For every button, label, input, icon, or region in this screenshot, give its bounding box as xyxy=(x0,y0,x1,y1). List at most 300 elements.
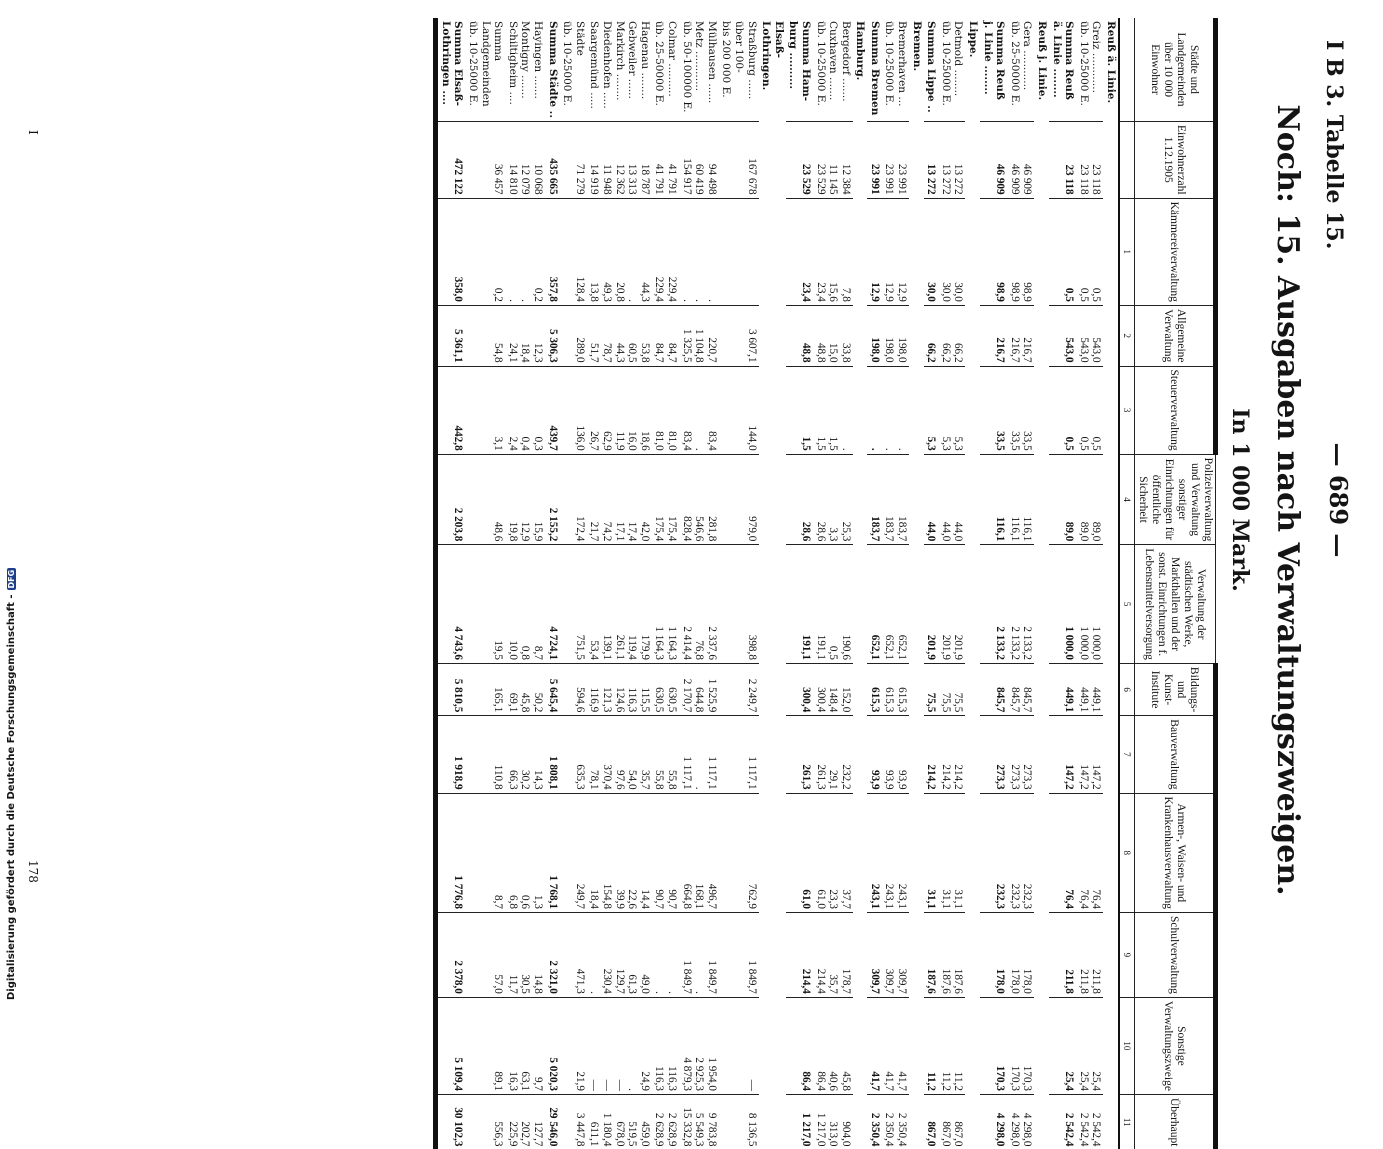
column-number-row xyxy=(1119,18,1135,1149)
value-cell: 44,0 44,0 xyxy=(938,454,965,545)
population-cell: 13 272 13 272 xyxy=(938,121,965,198)
value-cell: 459,0 519,5 678,0 1 180,4 611,1 xyxy=(587,1094,652,1149)
value-cell: 0,2 . . xyxy=(505,198,545,305)
value-cell: 183,7 183,7 xyxy=(882,454,909,545)
table-row xyxy=(813,18,853,1149)
value-cell: 8,7 0,8 10,0 xyxy=(505,545,545,664)
section-heading: Bremen. xyxy=(910,21,923,72)
value-cell: 9 783,8 5 549,3 15 332,8 xyxy=(679,1094,719,1149)
population-cell: 472 122 xyxy=(436,121,466,198)
value-cell: 904,0 313,0 1 217,0 xyxy=(813,1094,853,1149)
value-cell: 30,0 xyxy=(924,198,939,305)
value-cell: 273,3 273,3 xyxy=(1007,716,1034,793)
value-cell: 289,0 xyxy=(560,305,587,366)
value-cell: 867,0 867,0 xyxy=(938,1094,965,1149)
value-cell: 1 776,8 xyxy=(436,793,466,912)
population-cell: 46 909 46 909 xyxy=(1007,121,1034,198)
row-label: Summa Bremen xyxy=(868,21,881,116)
section-heading-row xyxy=(965,18,980,1149)
value-cell: 3,1 xyxy=(466,366,506,454)
summary-row xyxy=(867,18,882,1149)
value-cell: 232,3 232,3 xyxy=(1007,793,1034,912)
population-cell: 41 791 41 791 xyxy=(652,121,679,198)
value-cell: 76,4 xyxy=(1049,793,1076,912)
value-cell: 89,1 xyxy=(466,997,506,1094)
value-cell: 144,0 xyxy=(719,366,759,454)
page-code: 178 xyxy=(26,860,40,883)
value-cell: 116,1 xyxy=(980,454,1007,545)
value-cell: — xyxy=(719,997,759,1094)
value-cell: 229,4 229,4 xyxy=(652,198,679,305)
value-cell: 2 350,4 xyxy=(867,1094,882,1149)
table-row xyxy=(505,18,545,1149)
value-cell: 49,0 61,3 129,7 230,4 . xyxy=(587,912,652,997)
col-head-1: Kämmereiverwaltung xyxy=(1135,198,1216,305)
col-number: 6 xyxy=(1119,663,1135,715)
table-row xyxy=(652,18,679,1149)
value-cell: 211,8 211,8 xyxy=(1076,912,1103,997)
value-cell: . 1,5 1,5 xyxy=(813,366,853,454)
value-cell: 165,1 xyxy=(466,663,506,715)
col-head-9: Schulverwaltung xyxy=(1135,912,1216,997)
value-cell: 5 645,4 xyxy=(545,663,560,715)
value-cell: 243,1 xyxy=(867,793,882,912)
value-cell: 5,3 5,3 xyxy=(938,366,965,454)
summary-row xyxy=(1049,18,1076,1149)
value-cell: 115,5 116,3 124,6 121,3 116,9 xyxy=(587,663,652,715)
value-cell: 2 155,2 xyxy=(545,454,560,545)
row-label: Summa Lippe .. xyxy=(925,21,938,113)
value-cell: 93,9 93,9 xyxy=(882,716,909,793)
col-head-stub: Städte und Landgemeinden über 10 000 Einwohner xyxy=(1135,18,1216,121)
col-number: 11 xyxy=(1119,1094,1135,1149)
value-cell: 261,3 xyxy=(786,716,813,793)
value-cell: 2 133,2 xyxy=(980,545,1007,664)
value-cell: 33,5 33,5 xyxy=(1007,366,1034,454)
row-label: Bergedorf ....... Cuxhaven ....... üb. 10-25000 E. xyxy=(814,21,852,106)
col-head-6: Bildungs- und Kunst-Institute xyxy=(1135,663,1216,715)
expenditure-table xyxy=(433,18,1218,1149)
value-cell: 398,8 xyxy=(719,545,759,664)
value-cell: 243,1 243,1 xyxy=(882,793,909,912)
col-number: 4 xyxy=(1119,454,1135,545)
value-cell xyxy=(719,198,759,305)
value-cell: 232,3 xyxy=(980,793,1007,912)
value-cell: 1 525,9 644,8 2 170,7 xyxy=(679,663,719,715)
value-cell: 3 447,8 xyxy=(560,1094,587,1149)
summary-row xyxy=(436,18,466,1149)
value-cell: 54,8 xyxy=(466,305,506,366)
value-cell: 14,4 22,6 39,9 154,8 18,4 xyxy=(587,793,652,912)
value-cell: 18,6 16,0 11,9 62,9 26,7 xyxy=(587,366,652,454)
value-cell: 190,6 0,5 191,1 xyxy=(813,545,853,664)
value-cell: 2 378,0 xyxy=(436,912,466,997)
value-cell: 179,9 119,4 261,1 139,1 53,4 xyxy=(587,545,652,664)
value-cell: 300,4 xyxy=(786,663,813,715)
section-heading-row xyxy=(759,18,786,1149)
col-head-3: Steuerverwaltung xyxy=(1135,366,1216,454)
value-cell: 8,7 xyxy=(466,793,506,912)
value-cell: 8 136,5 xyxy=(719,1094,759,1149)
value-cell: 116,1 116,1 xyxy=(1007,454,1034,545)
value-cell: 1 000,0 xyxy=(1049,545,1076,664)
value-cell: 147,2 147,2 xyxy=(1076,716,1103,793)
value-cell: 83,4 . 83,4 xyxy=(679,366,719,454)
value-cell: 33,8 15,0 48,8 xyxy=(813,305,853,366)
value-cell: 187,6 xyxy=(924,912,939,997)
summary-row xyxy=(924,18,939,1149)
row-label: Greiz ............ üb. 10-25000 E. xyxy=(1077,21,1103,106)
value-cell: 66,2 66,2 xyxy=(938,305,965,366)
value-cell: 5 109,4 xyxy=(436,997,466,1094)
value-cell: 845,7 845,7 xyxy=(1007,663,1034,715)
value-cell: 61,0 xyxy=(786,793,813,912)
section-heading-row xyxy=(909,18,924,1149)
col-head-2: Allgemeine Verwaltung xyxy=(1135,305,1216,366)
value-cell: 187,6 187,6 xyxy=(938,912,965,997)
value-cell: 84,7 84,7 xyxy=(652,305,679,366)
population-cell: 12 384 11 145 23 529 xyxy=(813,121,853,198)
page-header-left: I B 3. Tabelle 15. xyxy=(1321,40,1347,250)
section-heading: Reuß ä. Linie. xyxy=(1105,21,1117,104)
unit-subtitle: In 1 000 Mark. xyxy=(1227,408,1253,592)
value-cell: 214,4 xyxy=(786,912,813,997)
value-cell: 90,7 90,7 xyxy=(652,793,679,912)
population-cell: 36 457 xyxy=(466,121,506,198)
value-cell: 496,7 168,1 664,8 xyxy=(679,793,719,912)
value-cell: 30,0 30,0 xyxy=(938,198,965,305)
population-cell: 10 068 12 079 14 810 xyxy=(505,121,545,198)
row-label: Hayingen ....... Montigny ....... Schiltigheim .... xyxy=(506,21,545,105)
value-cell: 25,4 xyxy=(1049,997,1076,1094)
value-cell: . . . xyxy=(679,198,719,305)
population-cell: 23 991 xyxy=(867,121,882,198)
value-cell: . xyxy=(867,366,882,454)
value-cell: 0,2 xyxy=(466,198,506,305)
value-cell: 615,3 615,3 xyxy=(882,663,909,715)
population-cell: 23 118 23 118 xyxy=(1076,121,1103,198)
value-cell: 44,0 xyxy=(924,454,939,545)
section-heading-row xyxy=(853,18,868,1149)
value-cell: 11,2 11,2 xyxy=(938,997,965,1094)
value-cell: 2 133,2 2 133,2 xyxy=(1007,545,1034,664)
value-cell: 543,0 xyxy=(1049,305,1076,366)
table-row xyxy=(882,18,909,1149)
value-cell: 29 546,0 xyxy=(545,1094,560,1149)
value-cell: 175,4 175,4 xyxy=(652,454,679,545)
value-cell: 1 117,1 . 1 117,1 xyxy=(679,716,719,793)
col-head-8: Armen-, Waisen- und Krankenhausverwaltung xyxy=(1135,793,1216,912)
value-cell: 594,6 xyxy=(560,663,587,715)
value-cell: 191,1 xyxy=(786,545,813,664)
value-cell: 1 808,1 xyxy=(545,716,560,793)
population-cell: 18 787 13 313 12 362 11 948 14 919 xyxy=(587,121,652,198)
value-cell: 751,5 xyxy=(560,545,587,664)
value-cell: 98,9 xyxy=(980,198,1007,305)
value-cell: 21,9 xyxy=(560,997,587,1094)
value-cell: 2 542,4 xyxy=(1049,1094,1076,1149)
table-row xyxy=(560,18,587,1149)
value-cell: 5 306,3 xyxy=(545,305,560,366)
col-head-4: Polizeiverwaltung und Verwaltung sonstiger Einrichtungen für öffentliche Sicherheit xyxy=(1135,454,1216,545)
value-cell: 543,0 543,0 xyxy=(1076,305,1103,366)
value-cell: 216,7 216,7 xyxy=(1007,305,1034,366)
value-cell: 615,3 xyxy=(867,663,882,715)
value-cell: 136,0 xyxy=(560,366,587,454)
value-cell: 25,4 25,4 xyxy=(1076,997,1103,1094)
value-cell: 201,9 xyxy=(924,545,939,664)
value-cell: 19,5 xyxy=(466,545,506,664)
dfg-logo-icon: DFG xyxy=(6,569,16,589)
value-cell: 116,3 116,3 xyxy=(652,997,679,1094)
value-cell: 31,1 31,1 xyxy=(938,793,965,912)
section-heading: Hamburg. xyxy=(854,21,867,81)
population-cell: 94 498 60 419 154 917 xyxy=(679,121,719,198)
value-cell: 170,3 xyxy=(980,997,1007,1094)
value-cell: 979,0 xyxy=(719,454,759,545)
population-cell: 167 678 xyxy=(719,121,759,198)
value-cell: 2 350,4 2 350,4 xyxy=(882,1094,909,1149)
col-number: 8 xyxy=(1119,793,1135,912)
value-cell: 281,8 546,6 828,4 xyxy=(679,454,719,545)
col-number: 10 xyxy=(1119,997,1135,1094)
table-header xyxy=(1119,18,1216,1149)
value-cell: 357,8 xyxy=(545,198,560,305)
row-label: Gera ............ üb. 25-50000 E. xyxy=(1008,21,1034,106)
population-cell: 23 529 xyxy=(786,121,813,198)
value-cell: 5 810,5 xyxy=(436,663,466,715)
value-cell: 89,0 89,0 xyxy=(1076,454,1103,545)
table-row xyxy=(938,18,965,1149)
value-cell: 15,9 12,9 19,8 xyxy=(505,454,545,545)
value-cell: 214,2 214,2 xyxy=(938,716,965,793)
value-cell: 2 542,4 2 542,4 xyxy=(1076,1094,1103,1149)
table-body xyxy=(436,18,1119,1149)
value-cell: 30 102,3 xyxy=(436,1094,466,1149)
value-cell: 2 321,0 xyxy=(545,912,560,997)
value-cell: 471,3 xyxy=(560,912,587,997)
value-cell: 9,7 63,1 16,3 xyxy=(505,997,545,1094)
value-cell: 35,7 54,0 97,6 370,4 78,1 xyxy=(587,716,652,793)
col-head-10: Sonstige Verwaltungszweige xyxy=(1135,997,1216,1094)
value-cell: 128,4 xyxy=(560,198,587,305)
value-cell: 170,3 170,3 xyxy=(1007,997,1034,1094)
value-cell: 86,4 xyxy=(786,997,813,1094)
value-cell: 81,0 81,0 xyxy=(652,366,679,454)
value-cell: 201,9 201,9 xyxy=(938,545,965,664)
col-head-7: Bauverwaltung xyxy=(1135,716,1216,793)
dfg-digitization-notice xyxy=(3,569,19,1000)
value-cell: 14,8 30,5 11,7 xyxy=(505,912,545,997)
value-cell: 5 361,1 xyxy=(436,305,466,366)
value-cell: 211,8 xyxy=(1049,912,1076,997)
value-cell: 76,4 76,4 xyxy=(1076,793,1103,912)
row-label: Summa Städte .. xyxy=(546,21,559,118)
value-cell: 2 337,6 76,8 2 414,4 xyxy=(679,545,719,664)
row-label: Summa Ham- burg .......... xyxy=(787,21,812,102)
value-cell: 28,6 xyxy=(786,454,813,545)
value-cell: 50,2 45,8 69,1 xyxy=(505,663,545,715)
row-label: Mülhausen ...... Metz ............ üb. 50-100000 E. xyxy=(680,21,718,113)
summary-row xyxy=(786,18,813,1149)
value-cell: 0,5 0,5 xyxy=(1076,198,1103,305)
value-cell: 1 918,9 xyxy=(436,716,466,793)
value-cell: 0,5 xyxy=(1049,198,1076,305)
value-cell: 762,9 xyxy=(719,793,759,912)
row-label: Summa Elsaß- Lothringen .... xyxy=(436,18,466,121)
value-cell: 1 000,0 1 000,0 xyxy=(1076,545,1103,664)
value-cell: . . xyxy=(652,912,679,997)
population-cell: 71 279 xyxy=(560,121,587,198)
section-heading-row xyxy=(1103,18,1119,1149)
row-label: Bremerhaven ... üb. 10-25000 E. xyxy=(883,21,909,107)
value-cell: 220,7 1 104,8 1 325,5 xyxy=(679,305,719,366)
value-cell: 42,0 17,4 17,1 74,2 21,7 xyxy=(587,454,652,545)
value-cell: 48,6 xyxy=(466,454,506,545)
population-cell: 23 118 xyxy=(1049,121,1076,198)
value-cell: 442,8 xyxy=(436,366,466,454)
value-cell: 4 298,0 4 298,0 xyxy=(1007,1094,1034,1149)
value-cell: 23,4 xyxy=(786,198,813,305)
value-cell: 214,2 xyxy=(924,716,939,793)
value-cell: 110,8 xyxy=(466,716,506,793)
value-cell: 178,7 35,7 214,4 xyxy=(813,912,853,997)
value-cell: 1 954,0 2 925,3 4 879,3 xyxy=(679,997,719,1094)
value-cell: 2 203,8 xyxy=(436,454,466,545)
value-cell: 55,8 55,8 xyxy=(652,716,679,793)
row-label: Detmold ........ üb. 10-25000 E. xyxy=(939,21,965,106)
value-cell: 25,3 3,3 28,6 xyxy=(813,454,853,545)
col-number xyxy=(1119,18,1135,121)
value-cell: 98,9 98,9 xyxy=(1007,198,1034,305)
value-cell: 178,0 178,0 xyxy=(1007,912,1034,997)
value-cell: 232,2 29,1 261,3 xyxy=(813,716,853,793)
value-cell: 12,9 12,9 xyxy=(882,198,909,305)
value-cell: 867,0 xyxy=(924,1094,939,1149)
value-cell: 12,3 18,4 24,1 xyxy=(505,305,545,366)
value-cell: 5,3 xyxy=(924,366,939,454)
value-cell: 449,1 449,1 xyxy=(1076,663,1103,715)
value-cell: 358,0 xyxy=(436,198,466,305)
value-cell: 1 849,7 xyxy=(719,912,759,997)
value-cell: 449,1 xyxy=(1049,663,1076,715)
value-cell: 75,5 xyxy=(924,663,939,715)
row-label: Colmar .......... üb. 25-50000 E. xyxy=(653,21,678,106)
table-title: Noch: 15. Ausgaben nach Verwaltungszweigen. xyxy=(1270,104,1305,896)
population-cell: 46 909 xyxy=(980,121,1007,198)
value-cell: 4 743,6 xyxy=(436,545,466,664)
value-cell: 44,3 . 20,8 49,3 13,8 xyxy=(587,198,652,305)
col-head-pop: Einwohnerzahl 1.12.1905 xyxy=(1135,121,1216,198)
table-row xyxy=(1007,18,1034,1149)
value-cell: 172,4 xyxy=(560,454,587,545)
value-cell: 845,7 xyxy=(980,663,1007,715)
value-cell: 1 217,0 xyxy=(786,1094,813,1149)
section-heading: Elsaß- Lothringen. xyxy=(760,21,785,91)
value-cell: 0,3 0,4 2,4 xyxy=(505,366,545,454)
page-number: — 689 — xyxy=(1324,442,1353,558)
sheet-id: I xyxy=(26,130,40,135)
section-heading: Lippe. xyxy=(967,21,980,58)
value-cell: 89,0 xyxy=(1049,454,1076,545)
value-cell: . . xyxy=(882,366,909,454)
row-label: Straßburg ...... über 100- bis 200 000 E. xyxy=(720,21,758,100)
col-number: 2 xyxy=(1119,305,1135,366)
value-cell: 635,3 xyxy=(560,716,587,793)
population-cell: 435 665 xyxy=(545,121,560,198)
value-cell: 198,0 198,0 xyxy=(882,305,909,366)
value-cell: 127,7 202,7 225,9 xyxy=(505,1094,545,1149)
row-label: Summa Reuß j. Linie ........ xyxy=(981,21,1007,100)
value-cell: 273,3 xyxy=(980,716,1007,793)
value-cell: 178,0 xyxy=(980,912,1007,997)
population-cell: 13 272 xyxy=(924,121,939,198)
row-label: Hagenau ........ Gebweiler ...... Markirch ........ Diedenhofen ..... Saargemünd ..... xyxy=(588,21,651,109)
value-cell: 11,2 xyxy=(924,997,939,1094)
summary-row xyxy=(545,18,560,1149)
value-cell: 2 628,9 2 628,9 xyxy=(652,1094,679,1149)
value-cell: 41,7 41,7 xyxy=(882,997,909,1094)
section-heading: Reuß j. Linie. xyxy=(1036,21,1049,101)
value-cell: 652,1 xyxy=(867,545,882,664)
value-cell: 48,8 xyxy=(786,305,813,366)
value-cell: 5 020,3 xyxy=(545,997,560,1094)
value-cell: 4 724,1 xyxy=(545,545,560,664)
value-cell: 147,2 xyxy=(1049,716,1076,793)
value-cell: 41,7 xyxy=(867,997,882,1094)
value-cell: 652,1 652,1 xyxy=(882,545,909,664)
value-cell: 0,5 xyxy=(1049,366,1076,454)
value-cell: 309,7 xyxy=(867,912,882,997)
col-number: 1 xyxy=(1119,198,1135,305)
value-cell: 1 849,7 . 1 849,7 xyxy=(679,912,719,997)
col-number: 7 xyxy=(1119,716,1135,793)
row-label: Städte üb. 10-25000 E. xyxy=(561,21,586,106)
value-cell: 12,9 xyxy=(867,198,882,305)
col-number xyxy=(1119,121,1135,198)
section-heading-row xyxy=(1034,18,1049,1149)
col-number: 3 xyxy=(1119,366,1135,454)
value-cell: 1 164,3 1 164,3 xyxy=(652,545,679,664)
value-cell: 75,5 75,5 xyxy=(938,663,965,715)
value-cell: 37,7 23,3 61,0 xyxy=(813,793,853,912)
value-cell: 24,9 . — — — xyxy=(587,997,652,1094)
value-cell: 14,3 30,2 66,3 xyxy=(505,716,545,793)
table-row xyxy=(587,18,652,1149)
value-cell: 2 249,7 xyxy=(719,663,759,715)
value-cell: 53,8 60,5 44,3 78,7 51,7 xyxy=(587,305,652,366)
value-cell: 0,5 0,5 xyxy=(1076,366,1103,454)
value-cell: 57,0 xyxy=(466,912,506,997)
row-label: Summa Landgemeinden üb. 10-25000 E. xyxy=(467,21,505,107)
value-cell: 183,7 xyxy=(867,454,882,545)
value-cell: 439,7 xyxy=(545,366,560,454)
value-cell: 309,7 309,7 xyxy=(882,912,909,997)
value-cell: 152,0 148,4 300,4 xyxy=(813,663,853,715)
value-cell: 1,5 xyxy=(786,366,813,454)
value-cell: 1 768,1 xyxy=(545,793,560,912)
value-cell: 4 298,0 xyxy=(980,1094,1007,1149)
col-head-11: Überhaupt xyxy=(1135,1094,1216,1149)
col-head-5: Verwaltung der städtischen Werke, Markthallen und der sonst. Einrichtungen f. Lebensmittelversorgung xyxy=(1135,545,1216,664)
value-cell: 216,7 xyxy=(980,305,1007,366)
table-row xyxy=(466,18,506,1149)
col-number: 9 xyxy=(1119,912,1135,997)
dfg-notice-text: Digitalisierung gefördert durch die Deutsche Forschungsgemeinschaft - xyxy=(5,594,17,1000)
value-cell: 198,0 xyxy=(867,305,882,366)
table-row xyxy=(679,18,719,1149)
value-cell: 31,1 xyxy=(924,793,939,912)
